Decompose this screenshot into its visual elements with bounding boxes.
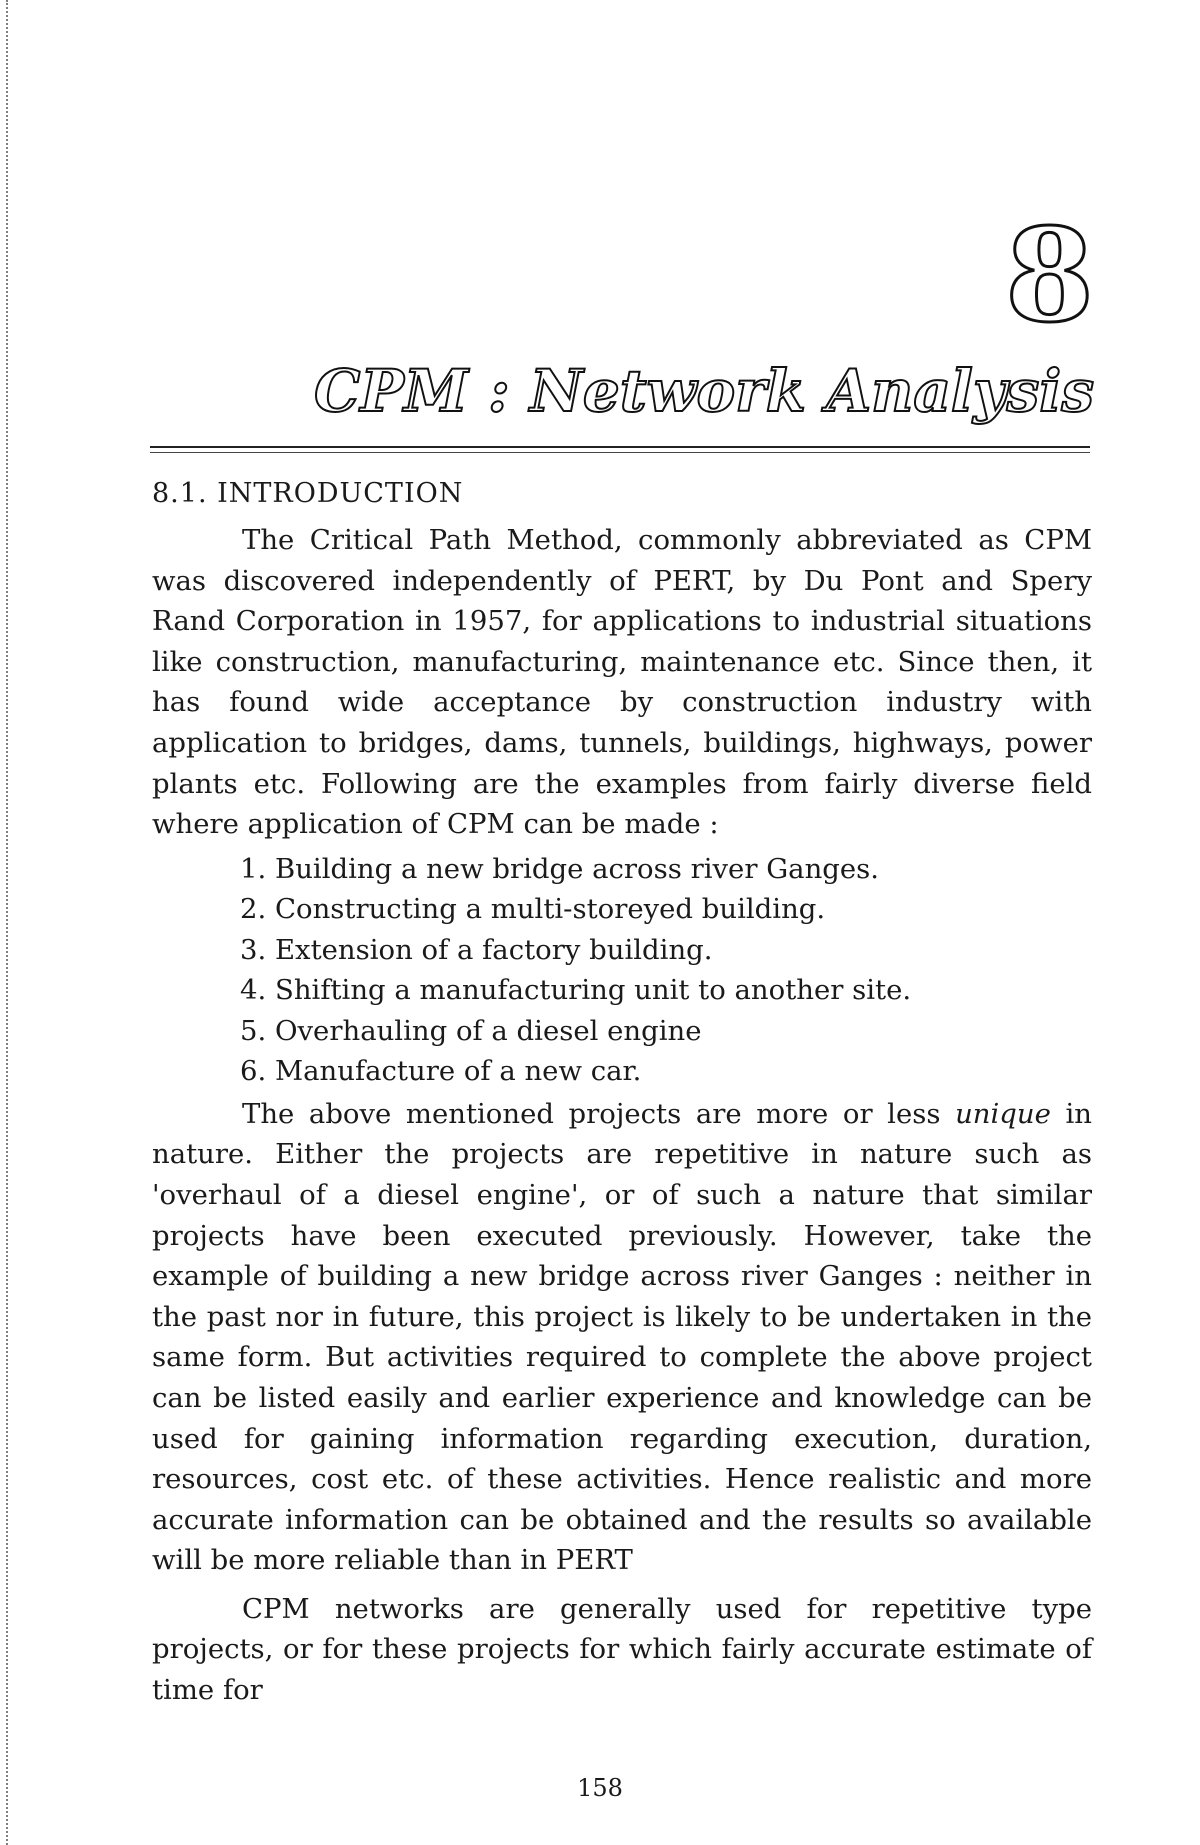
- title-rule-thin: [150, 452, 1090, 453]
- paragraph-text: in nature. Either the projects are repetitive in nature such as 'overhaul of a diesel engine', or of such a nature that similar projects have been executed previously. However, take the example of building a new bridge across river Ganges : neither in the past nor in future, this project is likely to be undertaken in the same form. But activities required to complete the above project can be listed easily and earlier experience and knowledge can be used for gaining information regarding execution, duration, resources, cost etc. of these activities. Hence realistic and more accurate information can be obtained and the results so available will be more reliable than in PERT: [152, 1097, 1092, 1577]
- list-item: 6. Manufacture of a new car.: [240, 1055, 642, 1088]
- margin-binding-dots: [6, 0, 14, 1845]
- list-item: 1. Building a new bridge across river Ganges.: [240, 852, 880, 885]
- chapter-title: CPM : Network Analysis: [314, 357, 1094, 425]
- intro-paragraph: The Critical Path Method, commonly abbreviated as CPM was discovered independently of PERT, by Du Pont and Spery Rand Corporation in 1957, for applications to industrial situations like construction, manufacturing, maintenance etc. Since then, it has found wide acceptance by construction industry with application to bridges, dams, tunnels, buildings, highways, power plants etc. Following are the examples from fairly diverse field where application of CPM can be made :: [152, 524, 1092, 841]
- section-heading: 8.1. INTRODUCTION: [152, 478, 464, 509]
- page-number: 158: [577, 1774, 623, 1802]
- chapter-number: 8: [1004, 201, 1094, 351]
- list-item: 2. Constructing a multi-storeyed building.: [240, 893, 826, 926]
- emphasis-text: unique: [955, 1097, 1051, 1130]
- paragraph-text: The above mentioned projects are more or less: [242, 1097, 956, 1130]
- list-item: 4. Shifting a manufacturing unit to another site.: [240, 974, 912, 1007]
- paragraph-unique-projects: [152, 1094, 1092, 1581]
- page-body: [152, 474, 1092, 1711]
- examples-list: [152, 849, 1092, 1092]
- list-item: 3. Extension of a factory building.: [240, 933, 713, 966]
- paragraph-cpm-networks: CPM networks are generally used for repetitive type projects, or for these projects for which fairly accurate estimate of time for: [152, 1592, 1092, 1707]
- list-item: 5. Overhauling of a diesel engine: [240, 1014, 702, 1047]
- title-rule: [150, 446, 1090, 448]
